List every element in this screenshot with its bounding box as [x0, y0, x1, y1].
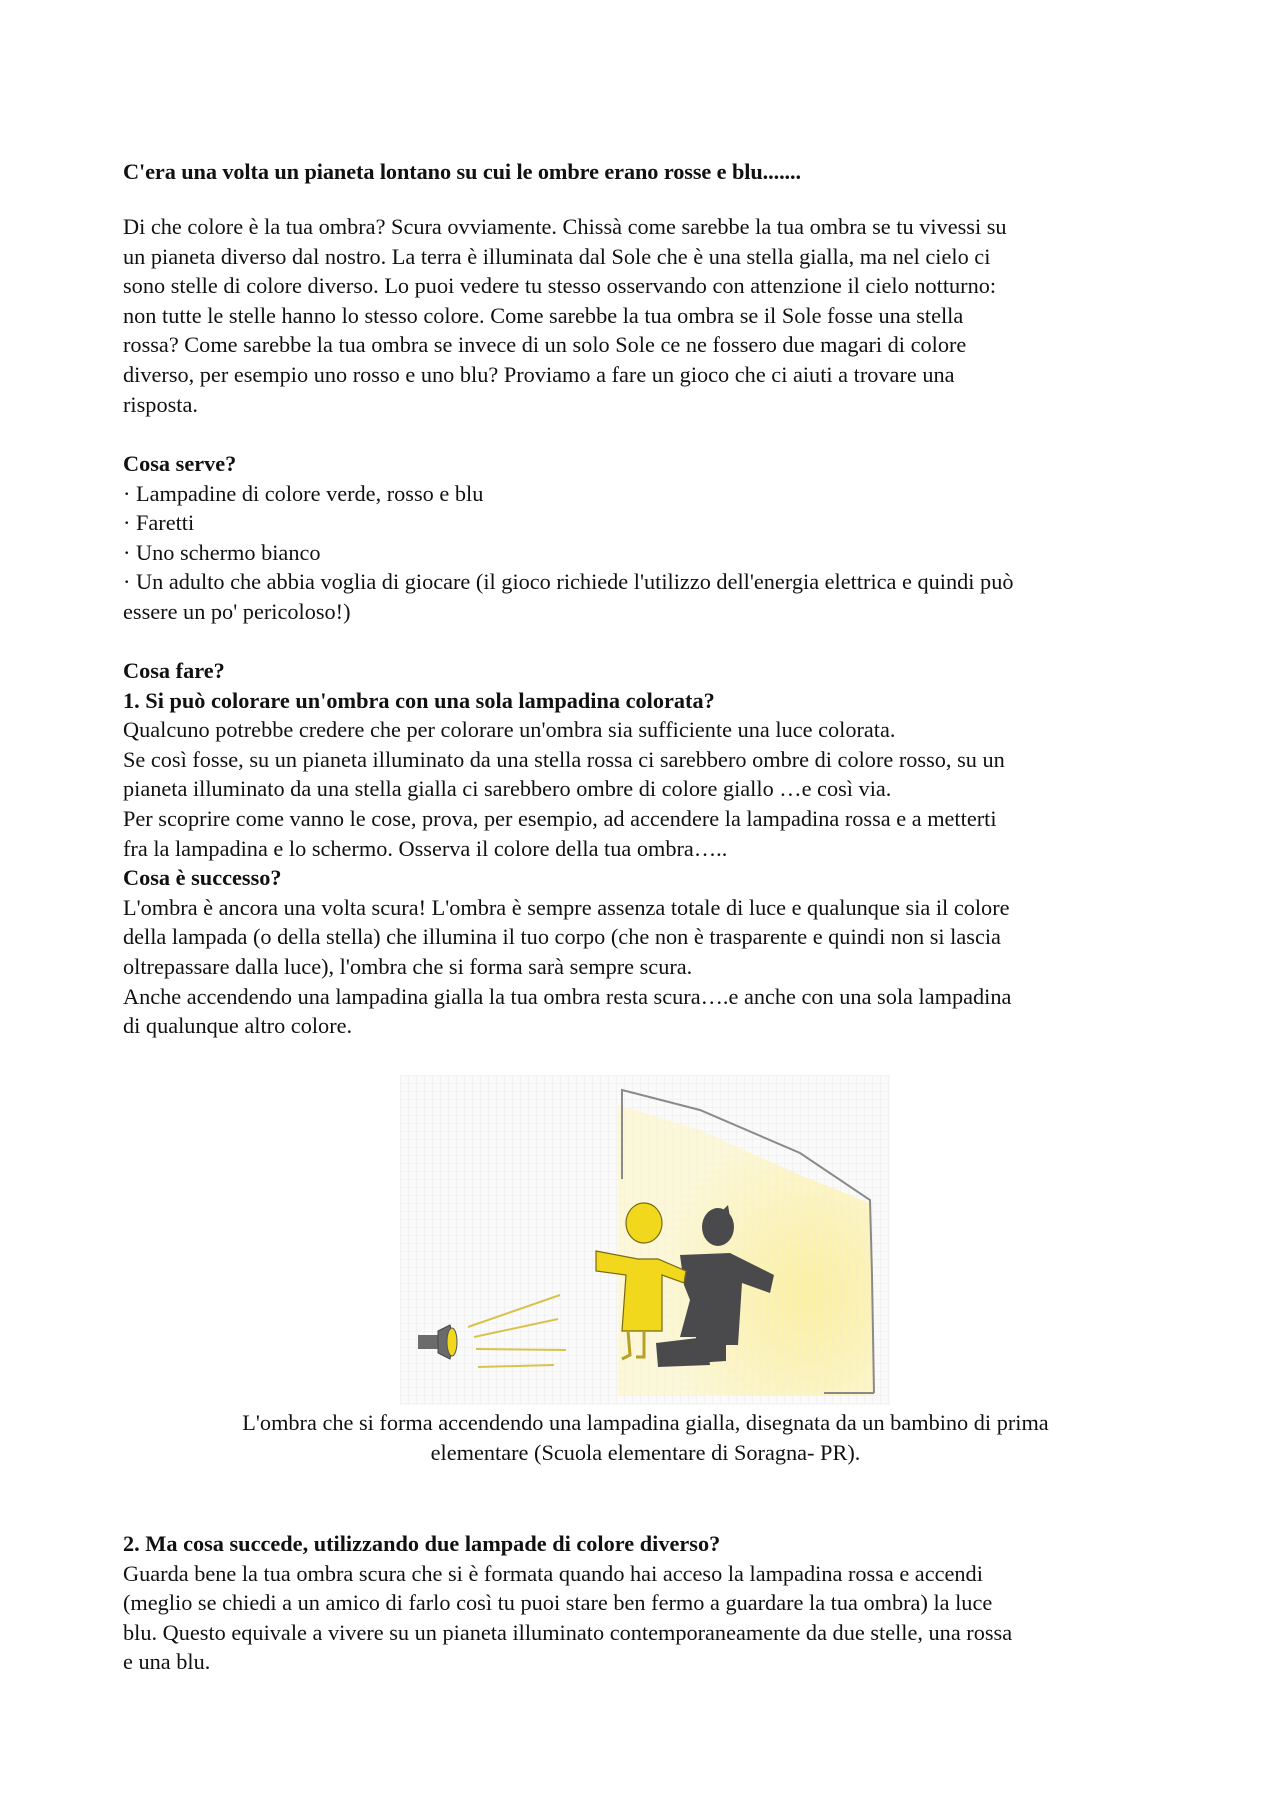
- text-line: della lampada (o della stella) che illumina il tuo corpo (che non è trasparente e quindi non si lascia: [123, 924, 1001, 950]
- text-line: risposta.: [123, 391, 198, 417]
- section-heading: Cosa fare?: [123, 658, 225, 683]
- intro-paragraph: [123, 212, 1168, 419]
- text-line: diverso, per esempio uno rosso e uno blu? Proviamo a fare un gioco che ci aiuti a trovare una: [123, 361, 955, 387]
- step-heading: 2. Ma cosa succede, utilizzando due lampade di colore diverso?: [123, 1531, 721, 1556]
- text-line: un pianeta diverso dal nostro. La terra è illuminata dal Sole che è una stella gialla, ma nel cielo ci: [123, 243, 991, 269]
- text-line: Anche accendendo una lampadina gialla la tua ombra resta scura….e anche con una sola lampadina: [123, 983, 1012, 1009]
- section-heading: Cosa è successo?: [123, 865, 282, 891]
- document-title: C'era una volta un pianeta lontano su cui le ombre erano rosse e blu.......: [123, 159, 801, 184]
- figure-caption: [123, 1408, 1168, 1468]
- text-line: pianeta illuminato da una stella gialla ci sarebbero ombre di colore giallo …e così via.: [123, 776, 892, 802]
- child-drawing-figure: [400, 1075, 890, 1405]
- list-item: · Un adulto che abbia voglia di giocare (il gioco richiede l'utilizzo dell'energia elettrica e quindi può: [123, 569, 1014, 595]
- text-line: L'ombra è ancora una volta scura! L'ombra è sempre assenza totale di luce e qualunque sia il colore: [123, 894, 1010, 920]
- text-line: Qualcuno potrebbe credere che per colorare un'ombra sia sufficiente una luce colorata.: [123, 717, 896, 743]
- step-heading: 1. Si può colorare un'ombra con una sola lampadina colorata?: [123, 687, 715, 713]
- text-line: oltrepassare dalla luce), l'ombra che si forma sarà sempre scura.: [123, 953, 693, 979]
- text-line: non tutte le stelle hanno lo stesso colore. Come sarebbe la tua ombra se il Sole fosse una stella: [123, 302, 964, 328]
- text-line: e una blu.: [123, 1649, 211, 1675]
- text-line: sono stelle di colore diverso. Lo puoi vedere tu stesso osservando con attenzione il cielo notturno:: [123, 273, 997, 299]
- text-line: di qualunque altro colore.: [123, 1013, 353, 1039]
- text-line: Di che colore è la tua ombra? Scura ovviamente. Chissà come sarebbe la tua ombra se tu vivessi su: [123, 214, 1007, 239]
- step2-section: [123, 1529, 1168, 1677]
- list-item: · Faretti: [123, 510, 195, 536]
- list-item-continuation: essere un po' pericoloso!): [123, 598, 351, 624]
- list-item: · Lampadine di colore verde, rosso e blu: [123, 480, 484, 506]
- text-line: Guarda bene la tua ombra scura che si è formata quando hai acceso la lampadina rossa e accendi: [123, 1560, 983, 1586]
- text-line: rossa? Come sarebbe la tua ombra se invece di un solo Sole ce ne fossero due magari di colore: [123, 332, 967, 358]
- procedure-section: [123, 656, 1168, 1041]
- text-line: fra la lampadina e lo schermo. Osserva il colore della tua ombra…..: [123, 835, 728, 861]
- caption-line: L'ombra che si forma accendendo una lampadina gialla, disegnata da un bambino di prima: [242, 1410, 1049, 1435]
- section-heading: Cosa serve?: [123, 451, 237, 476]
- list-item: · Uno schermo bianco: [123, 539, 321, 565]
- text-line: Se così fosse, su un pianeta illuminato da una stella rossa ci sarebbero ombre di colore rosso, su un: [123, 746, 1005, 772]
- text-line: blu. Questo equivale a vivere su un pianeta illuminato contemporaneamente da due stelle, una rossa: [123, 1619, 1013, 1645]
- shadow-drawing-illustration: [400, 1075, 890, 1405]
- text-line: (meglio se chiedi a un amico di farlo così tu puoi stare ben fermo a guardare la tua ombra) la luce: [123, 1590, 993, 1616]
- caption-line: elementare (Scuola elementare di Soragna- PR).: [430, 1440, 861, 1465]
- materials-section: [123, 449, 1168, 627]
- text-line: Per scoprire come vanno le cose, prova, per esempio, ad accendere la lampadina rossa e a metterti: [123, 805, 997, 831]
